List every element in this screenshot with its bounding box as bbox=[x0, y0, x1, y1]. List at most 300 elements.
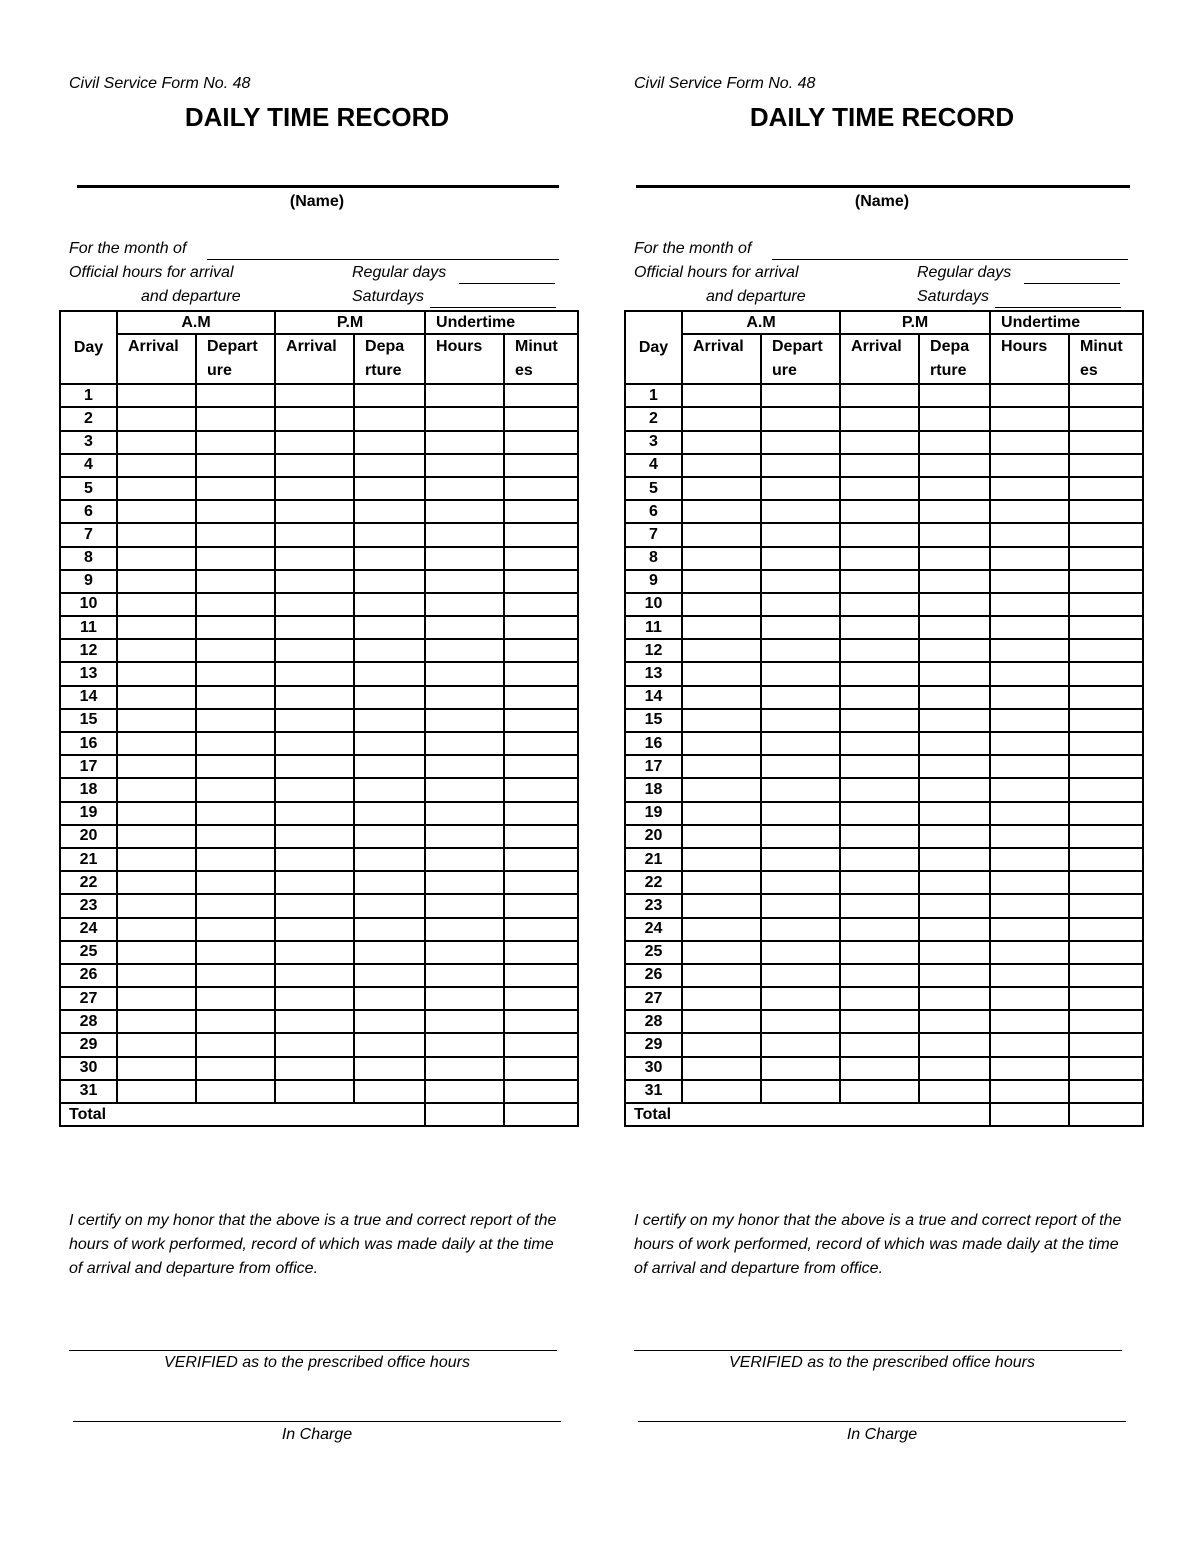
undertime-hours-cell[interactable] bbox=[425, 384, 504, 407]
pm-departure-cell[interactable] bbox=[919, 686, 990, 709]
pm-arrival-cell[interactable] bbox=[275, 755, 354, 778]
undertime-minutes-cell[interactable] bbox=[504, 477, 578, 500]
undertime-hours-cell[interactable] bbox=[990, 593, 1069, 616]
undertime-hours-cell[interactable] bbox=[425, 1080, 504, 1103]
undertime-minutes-cell[interactable] bbox=[1069, 709, 1143, 732]
pm-arrival-cell[interactable] bbox=[275, 894, 354, 917]
undertime-hours-cell[interactable] bbox=[990, 709, 1069, 732]
am-departure-cell[interactable] bbox=[761, 570, 840, 593]
undertime-minutes-cell[interactable] bbox=[504, 570, 578, 593]
am-departure-cell[interactable] bbox=[761, 407, 840, 430]
pm-departure-cell[interactable] bbox=[354, 964, 425, 987]
undertime-minutes-cell[interactable] bbox=[1069, 616, 1143, 639]
employee-signature-line[interactable] bbox=[69, 1350, 557, 1351]
pm-arrival-cell[interactable] bbox=[275, 593, 354, 616]
pm-departure-cell[interactable] bbox=[919, 871, 990, 894]
am-arrival-cell[interactable] bbox=[117, 1080, 196, 1103]
pm-arrival-cell[interactable] bbox=[275, 964, 354, 987]
pm-arrival-cell[interactable] bbox=[275, 918, 354, 941]
pm-departure-cell[interactable] bbox=[919, 662, 990, 685]
am-arrival-cell[interactable] bbox=[117, 407, 196, 430]
undertime-minutes-cell[interactable] bbox=[1069, 802, 1143, 825]
am-arrival-cell[interactable] bbox=[117, 755, 196, 778]
undertime-hours-cell[interactable] bbox=[990, 431, 1069, 454]
am-departure-cell[interactable] bbox=[761, 871, 840, 894]
am-arrival-cell[interactable] bbox=[682, 778, 761, 801]
pm-arrival-cell[interactable] bbox=[840, 1057, 919, 1080]
am-departure-cell[interactable] bbox=[761, 454, 840, 477]
am-departure-cell[interactable] bbox=[761, 523, 840, 546]
pm-departure-cell[interactable] bbox=[919, 941, 990, 964]
pm-arrival-cell[interactable] bbox=[275, 454, 354, 477]
pm-arrival-cell[interactable] bbox=[275, 384, 354, 407]
am-departure-cell[interactable] bbox=[761, 593, 840, 616]
pm-arrival-cell[interactable] bbox=[840, 384, 919, 407]
pm-departure-cell[interactable] bbox=[919, 431, 990, 454]
pm-arrival-cell[interactable] bbox=[275, 802, 354, 825]
undertime-minutes-cell[interactable] bbox=[504, 778, 578, 801]
undertime-hours-cell[interactable] bbox=[990, 1010, 1069, 1033]
pm-departure-cell[interactable] bbox=[919, 1057, 990, 1080]
am-arrival-cell[interactable] bbox=[117, 431, 196, 454]
pm-arrival-cell[interactable] bbox=[840, 987, 919, 1010]
undertime-hours-cell[interactable] bbox=[425, 871, 504, 894]
total-hours-cell[interactable] bbox=[990, 1103, 1069, 1126]
pm-arrival-cell[interactable] bbox=[275, 639, 354, 662]
undertime-hours-cell[interactable] bbox=[990, 732, 1069, 755]
undertime-minutes-cell[interactable] bbox=[1069, 755, 1143, 778]
am-departure-cell[interactable] bbox=[196, 941, 275, 964]
pm-departure-cell[interactable] bbox=[354, 616, 425, 639]
pm-arrival-cell[interactable] bbox=[275, 732, 354, 755]
pm-departure-cell[interactable] bbox=[354, 709, 425, 732]
undertime-hours-cell[interactable] bbox=[990, 871, 1069, 894]
am-departure-cell[interactable] bbox=[761, 500, 840, 523]
pm-arrival-cell[interactable] bbox=[275, 477, 354, 500]
undertime-minutes-cell[interactable] bbox=[504, 894, 578, 917]
pm-departure-cell[interactable] bbox=[919, 987, 990, 1010]
pm-arrival-cell[interactable] bbox=[275, 523, 354, 546]
pm-arrival-cell[interactable] bbox=[275, 616, 354, 639]
pm-departure-cell[interactable] bbox=[354, 1057, 425, 1080]
am-departure-cell[interactable] bbox=[761, 1033, 840, 1056]
am-departure-cell[interactable] bbox=[196, 593, 275, 616]
am-arrival-cell[interactable] bbox=[117, 616, 196, 639]
undertime-hours-cell[interactable] bbox=[425, 1010, 504, 1033]
am-departure-cell[interactable] bbox=[196, 500, 275, 523]
pm-arrival-cell[interactable] bbox=[275, 709, 354, 732]
undertime-hours-cell[interactable] bbox=[425, 593, 504, 616]
pm-arrival-cell[interactable] bbox=[840, 431, 919, 454]
pm-departure-cell[interactable] bbox=[354, 547, 425, 570]
am-arrival-cell[interactable] bbox=[682, 941, 761, 964]
pm-arrival-cell[interactable] bbox=[840, 778, 919, 801]
pm-departure-cell[interactable] bbox=[354, 500, 425, 523]
undertime-hours-cell[interactable] bbox=[425, 825, 504, 848]
am-departure-cell[interactable] bbox=[196, 431, 275, 454]
pm-arrival-cell[interactable] bbox=[840, 894, 919, 917]
am-departure-cell[interactable] bbox=[196, 662, 275, 685]
am-arrival-cell[interactable] bbox=[117, 778, 196, 801]
undertime-hours-cell[interactable] bbox=[990, 500, 1069, 523]
am-arrival-cell[interactable] bbox=[682, 871, 761, 894]
am-departure-cell[interactable] bbox=[761, 894, 840, 917]
pm-arrival-cell[interactable] bbox=[840, 1080, 919, 1103]
month-line[interactable] bbox=[207, 259, 559, 260]
pm-departure-cell[interactable] bbox=[354, 1080, 425, 1103]
am-departure-cell[interactable] bbox=[196, 384, 275, 407]
undertime-minutes-cell[interactable] bbox=[1069, 987, 1143, 1010]
am-departure-cell[interactable] bbox=[761, 987, 840, 1010]
undertime-hours-cell[interactable] bbox=[990, 1080, 1069, 1103]
am-departure-cell[interactable] bbox=[196, 1010, 275, 1033]
pm-departure-cell[interactable] bbox=[354, 802, 425, 825]
undertime-minutes-cell[interactable] bbox=[504, 755, 578, 778]
undertime-hours-cell[interactable] bbox=[990, 454, 1069, 477]
undertime-minutes-cell[interactable] bbox=[504, 662, 578, 685]
pm-arrival-cell[interactable] bbox=[840, 964, 919, 987]
pm-arrival-cell[interactable] bbox=[275, 1033, 354, 1056]
pm-arrival-cell[interactable] bbox=[840, 547, 919, 570]
undertime-minutes-cell[interactable] bbox=[504, 407, 578, 430]
undertime-hours-cell[interactable] bbox=[425, 686, 504, 709]
pm-arrival-cell[interactable] bbox=[840, 825, 919, 848]
pm-departure-cell[interactable] bbox=[919, 709, 990, 732]
am-departure-cell[interactable] bbox=[196, 894, 275, 917]
undertime-hours-cell[interactable] bbox=[425, 547, 504, 570]
am-departure-cell[interactable] bbox=[196, 778, 275, 801]
pm-departure-cell[interactable] bbox=[919, 1080, 990, 1103]
undertime-minutes-cell[interactable] bbox=[504, 941, 578, 964]
undertime-hours-cell[interactable] bbox=[990, 570, 1069, 593]
am-arrival-cell[interactable] bbox=[682, 825, 761, 848]
am-departure-cell[interactable] bbox=[761, 1057, 840, 1080]
undertime-hours-cell[interactable] bbox=[990, 523, 1069, 546]
pm-arrival-cell[interactable] bbox=[840, 407, 919, 430]
am-departure-cell[interactable] bbox=[196, 755, 275, 778]
am-departure-cell[interactable] bbox=[761, 709, 840, 732]
pm-departure-cell[interactable] bbox=[354, 987, 425, 1010]
pm-arrival-cell[interactable] bbox=[275, 1010, 354, 1033]
am-arrival-cell[interactable] bbox=[682, 593, 761, 616]
undertime-minutes-cell[interactable] bbox=[1069, 941, 1143, 964]
am-departure-cell[interactable] bbox=[761, 964, 840, 987]
undertime-hours-cell[interactable] bbox=[990, 964, 1069, 987]
pm-arrival-cell[interactable] bbox=[840, 802, 919, 825]
pm-departure-cell[interactable] bbox=[354, 778, 425, 801]
pm-departure-cell[interactable] bbox=[919, 523, 990, 546]
undertime-minutes-cell[interactable] bbox=[504, 686, 578, 709]
pm-departure-cell[interactable] bbox=[354, 941, 425, 964]
total-minutes-cell[interactable] bbox=[1069, 1103, 1143, 1126]
undertime-hours-cell[interactable] bbox=[425, 477, 504, 500]
undertime-hours-cell[interactable] bbox=[990, 755, 1069, 778]
pm-departure-cell[interactable] bbox=[354, 570, 425, 593]
am-departure-cell[interactable] bbox=[761, 848, 840, 871]
pm-arrival-cell[interactable] bbox=[275, 662, 354, 685]
pm-departure-cell[interactable] bbox=[354, 454, 425, 477]
am-arrival-cell[interactable] bbox=[682, 1010, 761, 1033]
undertime-minutes-cell[interactable] bbox=[504, 987, 578, 1010]
undertime-minutes-cell[interactable] bbox=[1069, 431, 1143, 454]
pm-arrival-cell[interactable] bbox=[275, 1057, 354, 1080]
undertime-hours-cell[interactable] bbox=[425, 500, 504, 523]
regular-days-line[interactable] bbox=[1024, 283, 1120, 284]
am-departure-cell[interactable] bbox=[196, 918, 275, 941]
undertime-minutes-cell[interactable] bbox=[504, 616, 578, 639]
am-departure-cell[interactable] bbox=[196, 1057, 275, 1080]
am-arrival-cell[interactable] bbox=[682, 755, 761, 778]
month-line[interactable] bbox=[772, 259, 1128, 260]
undertime-minutes-cell[interactable] bbox=[1069, 918, 1143, 941]
undertime-minutes-cell[interactable] bbox=[1069, 1033, 1143, 1056]
am-departure-cell[interactable] bbox=[196, 477, 275, 500]
undertime-hours-cell[interactable] bbox=[990, 825, 1069, 848]
undertime-hours-cell[interactable] bbox=[425, 918, 504, 941]
undertime-minutes-cell[interactable] bbox=[504, 384, 578, 407]
am-departure-cell[interactable] bbox=[761, 686, 840, 709]
pm-arrival-cell[interactable] bbox=[275, 547, 354, 570]
am-departure-cell[interactable] bbox=[196, 547, 275, 570]
pm-departure-cell[interactable] bbox=[354, 848, 425, 871]
am-departure-cell[interactable] bbox=[196, 1080, 275, 1103]
am-arrival-cell[interactable] bbox=[117, 941, 196, 964]
pm-arrival-cell[interactable] bbox=[275, 987, 354, 1010]
am-arrival-cell[interactable] bbox=[117, 662, 196, 685]
undertime-minutes-cell[interactable] bbox=[504, 454, 578, 477]
am-departure-cell[interactable] bbox=[761, 547, 840, 570]
am-arrival-cell[interactable] bbox=[117, 825, 196, 848]
pm-departure-cell[interactable] bbox=[919, 964, 990, 987]
name-line[interactable] bbox=[636, 185, 1130, 188]
am-arrival-cell[interactable] bbox=[682, 802, 761, 825]
undertime-minutes-cell[interactable] bbox=[1069, 500, 1143, 523]
undertime-minutes-cell[interactable] bbox=[504, 825, 578, 848]
am-arrival-cell[interactable] bbox=[682, 384, 761, 407]
undertime-hours-cell[interactable] bbox=[990, 778, 1069, 801]
pm-arrival-cell[interactable] bbox=[840, 686, 919, 709]
pm-arrival-cell[interactable] bbox=[840, 732, 919, 755]
undertime-minutes-cell[interactable] bbox=[1069, 894, 1143, 917]
am-departure-cell[interactable] bbox=[196, 454, 275, 477]
undertime-hours-cell[interactable] bbox=[990, 616, 1069, 639]
pm-departure-cell[interactable] bbox=[919, 570, 990, 593]
undertime-minutes-cell[interactable] bbox=[1069, 407, 1143, 430]
undertime-hours-cell[interactable] bbox=[425, 1033, 504, 1056]
undertime-minutes-cell[interactable] bbox=[504, 871, 578, 894]
undertime-minutes-cell[interactable] bbox=[1069, 662, 1143, 685]
am-departure-cell[interactable] bbox=[196, 987, 275, 1010]
undertime-minutes-cell[interactable] bbox=[504, 523, 578, 546]
am-arrival-cell[interactable] bbox=[117, 871, 196, 894]
employee-signature-line[interactable] bbox=[634, 1350, 1122, 1351]
pm-departure-cell[interactable] bbox=[919, 1033, 990, 1056]
am-arrival-cell[interactable] bbox=[117, 894, 196, 917]
am-departure-cell[interactable] bbox=[761, 778, 840, 801]
pm-departure-cell[interactable] bbox=[919, 732, 990, 755]
undertime-hours-cell[interactable] bbox=[425, 732, 504, 755]
am-departure-cell[interactable] bbox=[761, 431, 840, 454]
pm-departure-cell[interactable] bbox=[354, 1010, 425, 1033]
undertime-hours-cell[interactable] bbox=[425, 454, 504, 477]
undertime-minutes-cell[interactable] bbox=[504, 964, 578, 987]
undertime-minutes-cell[interactable] bbox=[504, 547, 578, 570]
undertime-minutes-cell[interactable] bbox=[1069, 477, 1143, 500]
am-arrival-cell[interactable] bbox=[682, 987, 761, 1010]
pm-arrival-cell[interactable] bbox=[840, 662, 919, 685]
undertime-minutes-cell[interactable] bbox=[504, 1080, 578, 1103]
am-arrival-cell[interactable] bbox=[117, 686, 196, 709]
pm-departure-cell[interactable] bbox=[919, 894, 990, 917]
am-arrival-cell[interactable] bbox=[117, 987, 196, 1010]
am-arrival-cell[interactable] bbox=[117, 523, 196, 546]
total-hours-cell[interactable] bbox=[425, 1103, 504, 1126]
am-departure-cell[interactable] bbox=[761, 918, 840, 941]
pm-arrival-cell[interactable] bbox=[275, 570, 354, 593]
pm-arrival-cell[interactable] bbox=[840, 639, 919, 662]
am-departure-cell[interactable] bbox=[761, 825, 840, 848]
am-arrival-cell[interactable] bbox=[117, 1010, 196, 1033]
am-arrival-cell[interactable] bbox=[682, 477, 761, 500]
pm-arrival-cell[interactable] bbox=[275, 871, 354, 894]
am-arrival-cell[interactable] bbox=[682, 639, 761, 662]
am-departure-cell[interactable] bbox=[196, 686, 275, 709]
pm-arrival-cell[interactable] bbox=[840, 918, 919, 941]
undertime-minutes-cell[interactable] bbox=[1069, 523, 1143, 546]
pm-departure-cell[interactable] bbox=[919, 1010, 990, 1033]
undertime-minutes-cell[interactable] bbox=[1069, 964, 1143, 987]
undertime-hours-cell[interactable] bbox=[990, 407, 1069, 430]
undertime-minutes-cell[interactable] bbox=[1069, 454, 1143, 477]
am-arrival-cell[interactable] bbox=[682, 407, 761, 430]
pm-arrival-cell[interactable] bbox=[840, 709, 919, 732]
am-arrival-cell[interactable] bbox=[682, 662, 761, 685]
am-departure-cell[interactable] bbox=[761, 477, 840, 500]
am-departure-cell[interactable] bbox=[196, 825, 275, 848]
pm-arrival-cell[interactable] bbox=[840, 616, 919, 639]
undertime-hours-cell[interactable] bbox=[425, 755, 504, 778]
pm-departure-cell[interactable] bbox=[919, 547, 990, 570]
am-arrival-cell[interactable] bbox=[682, 431, 761, 454]
am-departure-cell[interactable] bbox=[196, 570, 275, 593]
am-departure-cell[interactable] bbox=[196, 709, 275, 732]
pm-departure-cell[interactable] bbox=[354, 593, 425, 616]
undertime-hours-cell[interactable] bbox=[990, 384, 1069, 407]
undertime-minutes-cell[interactable] bbox=[504, 802, 578, 825]
pm-departure-cell[interactable] bbox=[919, 639, 990, 662]
pm-arrival-cell[interactable] bbox=[275, 407, 354, 430]
pm-arrival-cell[interactable] bbox=[275, 825, 354, 848]
undertime-hours-cell[interactable] bbox=[990, 1057, 1069, 1080]
undertime-hours-cell[interactable] bbox=[990, 848, 1069, 871]
am-arrival-cell[interactable] bbox=[682, 964, 761, 987]
undertime-minutes-cell[interactable] bbox=[1069, 686, 1143, 709]
am-arrival-cell[interactable] bbox=[682, 918, 761, 941]
undertime-minutes-cell[interactable] bbox=[1069, 778, 1143, 801]
undertime-minutes-cell[interactable] bbox=[1069, 593, 1143, 616]
undertime-minutes-cell[interactable] bbox=[1069, 732, 1143, 755]
am-departure-cell[interactable] bbox=[196, 616, 275, 639]
am-departure-cell[interactable] bbox=[196, 1033, 275, 1056]
am-arrival-cell[interactable] bbox=[117, 1033, 196, 1056]
pm-arrival-cell[interactable] bbox=[840, 593, 919, 616]
pm-arrival-cell[interactable] bbox=[275, 778, 354, 801]
pm-arrival-cell[interactable] bbox=[840, 848, 919, 871]
pm-departure-cell[interactable] bbox=[354, 825, 425, 848]
pm-departure-cell[interactable] bbox=[919, 593, 990, 616]
pm-arrival-cell[interactable] bbox=[840, 941, 919, 964]
pm-departure-cell[interactable] bbox=[354, 639, 425, 662]
pm-departure-cell[interactable] bbox=[354, 686, 425, 709]
am-arrival-cell[interactable] bbox=[682, 1057, 761, 1080]
pm-departure-cell[interactable] bbox=[354, 1033, 425, 1056]
undertime-minutes-cell[interactable] bbox=[504, 1010, 578, 1033]
am-arrival-cell[interactable] bbox=[682, 709, 761, 732]
undertime-hours-cell[interactable] bbox=[990, 662, 1069, 685]
undertime-minutes-cell[interactable] bbox=[1069, 1010, 1143, 1033]
am-departure-cell[interactable] bbox=[761, 732, 840, 755]
am-arrival-cell[interactable] bbox=[117, 732, 196, 755]
undertime-hours-cell[interactable] bbox=[425, 802, 504, 825]
am-arrival-cell[interactable] bbox=[682, 894, 761, 917]
am-arrival-cell[interactable] bbox=[682, 616, 761, 639]
pm-departure-cell[interactable] bbox=[919, 802, 990, 825]
am-arrival-cell[interactable] bbox=[682, 500, 761, 523]
pm-arrival-cell[interactable] bbox=[275, 848, 354, 871]
pm-departure-cell[interactable] bbox=[354, 407, 425, 430]
undertime-hours-cell[interactable] bbox=[425, 709, 504, 732]
am-departure-cell[interactable] bbox=[761, 639, 840, 662]
am-departure-cell[interactable] bbox=[761, 1080, 840, 1103]
undertime-hours-cell[interactable] bbox=[425, 570, 504, 593]
pm-departure-cell[interactable] bbox=[354, 477, 425, 500]
pm-departure-cell[interactable] bbox=[354, 523, 425, 546]
undertime-minutes-cell[interactable] bbox=[1069, 1057, 1143, 1080]
pm-arrival-cell[interactable] bbox=[840, 871, 919, 894]
am-departure-cell[interactable] bbox=[761, 941, 840, 964]
am-arrival-cell[interactable] bbox=[682, 523, 761, 546]
undertime-hours-cell[interactable] bbox=[990, 477, 1069, 500]
undertime-minutes-cell[interactable] bbox=[504, 593, 578, 616]
am-departure-cell[interactable] bbox=[196, 732, 275, 755]
pm-departure-cell[interactable] bbox=[354, 384, 425, 407]
undertime-minutes-cell[interactable] bbox=[1069, 384, 1143, 407]
am-departure-cell[interactable] bbox=[196, 802, 275, 825]
undertime-minutes-cell[interactable] bbox=[1069, 1080, 1143, 1103]
am-arrival-cell[interactable] bbox=[682, 1033, 761, 1056]
undertime-minutes-cell[interactable] bbox=[1069, 825, 1143, 848]
pm-arrival-cell[interactable] bbox=[275, 941, 354, 964]
pm-arrival-cell[interactable] bbox=[840, 477, 919, 500]
pm-departure-cell[interactable] bbox=[919, 407, 990, 430]
undertime-hours-cell[interactable] bbox=[425, 523, 504, 546]
am-departure-cell[interactable] bbox=[196, 639, 275, 662]
undertime-hours-cell[interactable] bbox=[990, 686, 1069, 709]
am-departure-cell[interactable] bbox=[761, 802, 840, 825]
pm-departure-cell[interactable] bbox=[919, 616, 990, 639]
am-arrival-cell[interactable] bbox=[117, 1057, 196, 1080]
undertime-hours-cell[interactable] bbox=[425, 431, 504, 454]
pm-departure-cell[interactable] bbox=[919, 848, 990, 871]
pm-departure-cell[interactable] bbox=[919, 477, 990, 500]
undertime-minutes-cell[interactable] bbox=[504, 500, 578, 523]
undertime-hours-cell[interactable] bbox=[425, 941, 504, 964]
pm-arrival-cell[interactable] bbox=[275, 500, 354, 523]
undertime-hours-cell[interactable] bbox=[425, 639, 504, 662]
undertime-hours-cell[interactable] bbox=[425, 662, 504, 685]
am-arrival-cell[interactable] bbox=[117, 964, 196, 987]
undertime-hours-cell[interactable] bbox=[990, 547, 1069, 570]
